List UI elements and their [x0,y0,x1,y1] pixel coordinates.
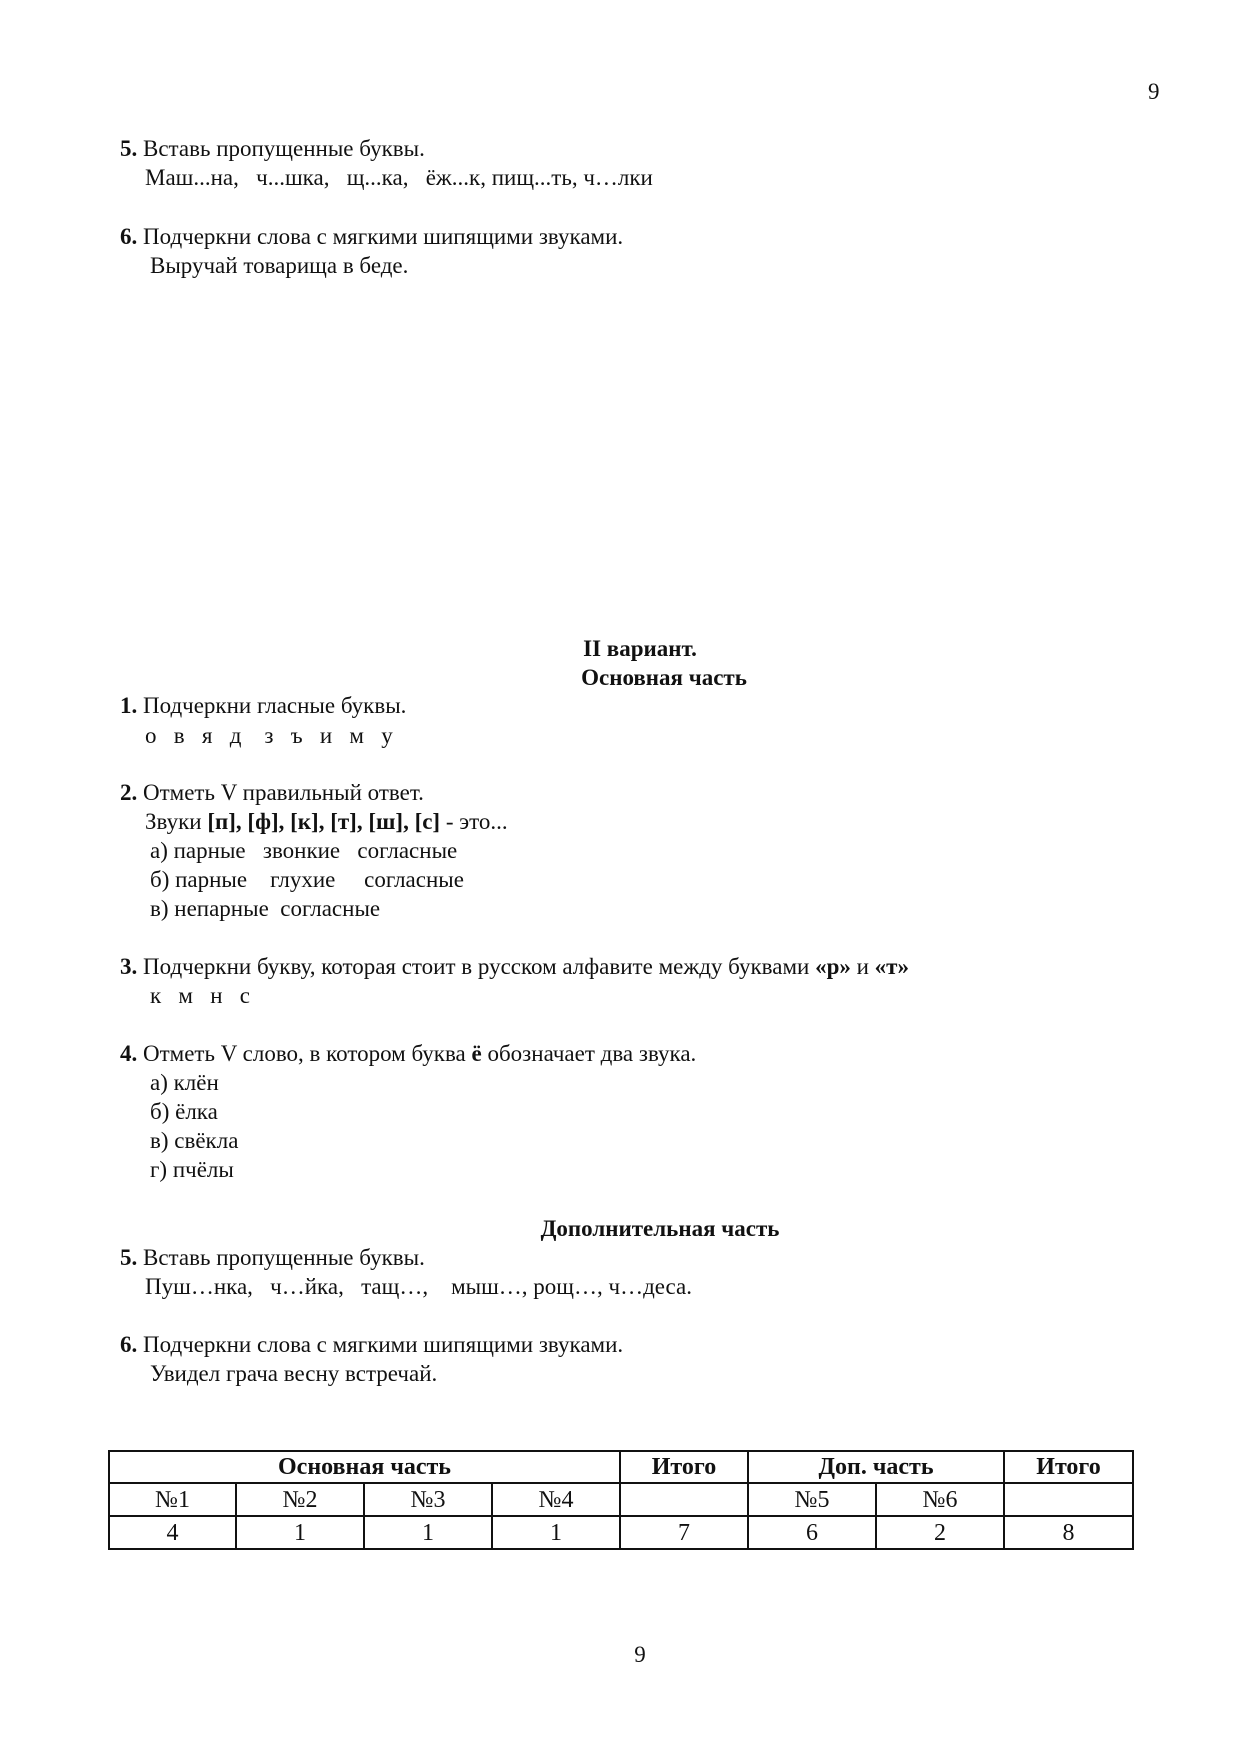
v2-task5-words: Пуш…нка, ч…йка, тащ…, мыш…, рощ…, ч…деса. [145,1274,693,1299]
letter-yo: ё [471,1041,482,1066]
v2-task2-prompt [120,781,424,804]
task-text: Подчеркни букву, которая стоит в русском алфавите между буквами [143,954,810,979]
v2-task4-option-d: г) пчёлы [150,1157,234,1182]
table-row-points [109,1516,1133,1549]
page-number-bottom: 9 [634,1642,646,1667]
table-cell: 1 [364,1516,492,1549]
v2-task6-prompt [120,1333,623,1356]
task-text: Отметь V правильный ответ. [143,780,424,805]
task-number: 6. [120,1332,138,1357]
task-number: 3. [120,954,138,979]
task-number: 6. [120,224,138,249]
task-text: Подчеркни гласные буквы. [143,693,407,718]
task5-words: Маш...на, ч...шка, щ...ка, ёж...к, пищ...ть, ч…лки [145,165,653,190]
table-cell: №1 [109,1483,236,1516]
task-text: Подчеркни слова с мягкими шипящими звуками. [143,224,624,249]
header-extra-part: Доп. часть [748,1451,1004,1483]
v2-task2-option-a: а) парные звонкие согласные [150,838,458,863]
task-number: 5. [120,1245,138,1270]
question-prefix: Звуки [145,809,202,834]
task-text-after: обозначает два звука. [487,1041,697,1066]
header-main-part: Основная часть [109,1451,620,1483]
v2-task1-letters: о в я д з ъ и м у [145,723,393,748]
header-total-main: Итого [620,1451,748,1483]
v2-task2-option-b: б) парные глухие согласные [150,867,464,892]
table-cell: 7 [620,1516,748,1549]
task-number: 2. [120,780,138,805]
table-cell: 1 [236,1516,364,1549]
task-text: Подчеркни слова с мягкими шипящими звуками. [143,1332,624,1357]
v2-task4-option-c: в) свёкла [150,1128,239,1153]
task-text: Отметь V слово, в котором буква [143,1041,466,1066]
v2-task1-prompt [120,694,406,717]
letter-t: «т» [874,954,909,979]
v2-task6-sentence: Увидел грача весну встречай. [150,1361,438,1386]
v2-task4-prompt [120,1042,696,1065]
v2-task4-option-b: б) ёлка [150,1099,218,1124]
table-cell: №6 [876,1483,1004,1516]
v2-task3-prompt [120,955,909,978]
v2-task3-letters: к м н с [150,983,250,1008]
task-number: 4. [120,1041,138,1066]
letter-r: «р» [815,954,851,979]
question-suffix: - это... [440,809,508,834]
table-header-row [109,1451,1133,1483]
table-cell: 1 [492,1516,620,1549]
table-cell: №4 [492,1483,620,1516]
task6-sentence: Выручай товарища в беде. [150,253,409,278]
table-cell: 4 [109,1516,236,1549]
table-row-numbers [109,1483,1133,1516]
table-cell: 6 [748,1516,876,1549]
main-part-heading: Основная часть [581,665,747,690]
task-number: 5. [120,136,138,161]
v2-task4-option-a: а) клён [150,1070,219,1095]
header-total-extra: Итого [1004,1451,1133,1483]
table-cell [1004,1483,1133,1516]
v2-task5-prompt [120,1246,425,1269]
conjunction: и [856,954,869,979]
task-text: Вставь пропущенные буквы. [143,1245,425,1270]
table-cell: №5 [748,1483,876,1516]
question-sounds: [п], [ф], [к], [т], [ш], [с] [207,809,441,834]
table-cell: №3 [364,1483,492,1516]
task6-prompt [120,225,623,248]
table-cell: 2 [876,1516,1004,1549]
v2-task2-question [145,810,508,833]
extra-part-heading: Дополнительная часть [540,1216,780,1241]
task-number: 1. [120,693,138,718]
score-table [108,1450,1134,1550]
variant-title: II вариант. [583,636,697,661]
task5-prompt [120,137,425,160]
table-cell [620,1483,748,1516]
table-cell: 8 [1004,1516,1133,1549]
table-cell: №2 [236,1483,364,1516]
task-text: Вставь пропущенные буквы. [143,136,425,161]
page-number-top: 9 [1148,79,1160,104]
v2-task2-option-c: в) непарные согласные [150,896,381,921]
